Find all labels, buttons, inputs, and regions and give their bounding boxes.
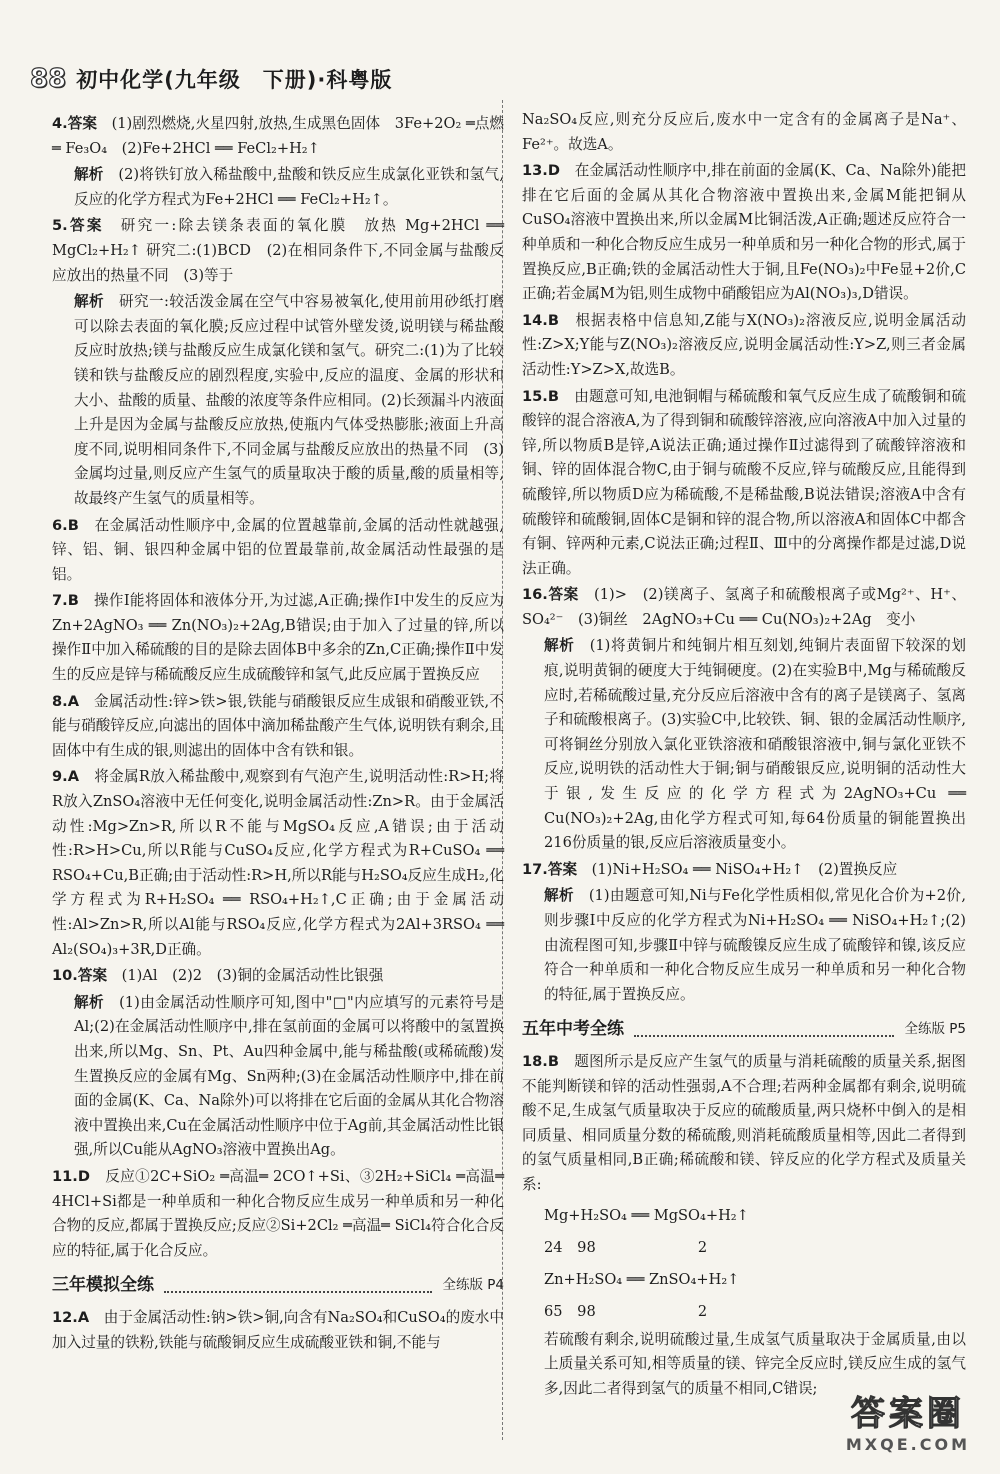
answer-text: 若硫酸有剩余,说明硫酸过量,生成氢气质量取决于金属质量,由以上质量关系可知,相等质量的镁、锌完全反应时,镁反应生成的氢气多,因此二者得到氢气的质量不相同,C错误;	[544, 1330, 966, 1397]
equation-line: 24 98 2	[544, 1238, 708, 1256]
answer-text: 研究一:除去镁条表面的氧化膜 放热 Mg+2HCl ══ MgCl₂+H₂↑ 研究二:(1)BCD (2)在相同条件下,不同金属与盐酸反应放出的热量不同 (3)等于	[52, 217, 504, 284]
question-number: 9.A	[52, 768, 79, 786]
answer-text: (1)将黄铜片和纯铜片相互刻划,纯铜片表面留下较深的划痕,说明黄铜的硬度大于纯铜硬度。(2)在实验B中,Mg与稀硫酸反应时,若稀硫酸过量,充分反应后溶液中含有的离子是镁离子、氢离子和硫酸根离子。(3)实验C中,比较铁、铜、银的金属活动性顺序,可将铜丝分别放入氯化亚铁溶液和硝酸银溶液中,铜与氯化亚铁不反应,说明铁的活动性大于铜;铜与硝酸银反应,说明铜的活动性大于银,发生反应的化学方程式为2AgNO₃+Cu ══ Cu(NO₃)₂+2Ag,由化学方程式可知,每64份质量的铜能置换出216份质量的银,反应后溶液质量变小。	[544, 637, 966, 852]
answer-item	[52, 1165, 504, 1263]
answer-item	[522, 634, 966, 855]
section-three-year	[52, 1273, 504, 1298]
answer-text: 由题意可知,电池铜帽与稀硫酸和氧气反应生成了硫酸铜和硫酸锌的混合溶液A,为了得到铜和硫酸锌溶液,应向溶液A中加入过量的锌,所以物质B是锌,A说法正确;通过操作Ⅱ过滤得到了硫酸锌溶液和铜、锌的固体混合物C,由于铜与硫酸不反应,锌与硫酸反应,且能得到硫酸锌,所以物质D应为稀硫酸,不是稀盐酸,B说法错误;溶液A中含有硫酸锌和硫酸铜,固体C是铜和锌的混合物,所以溶液A和固体C中都含有铜、锌两种元素,C说法正确;过程Ⅱ、Ⅲ中的分离操作都是过滤,D说法正确。	[522, 387, 966, 577]
answer-item	[52, 964, 504, 989]
question-number: 10.答案	[52, 967, 108, 985]
section-version: 全练版 P5	[904, 1021, 966, 1038]
question-number: 解析	[74, 166, 104, 184]
section-title: 三年模拟全练	[52, 1275, 154, 1296]
right-column	[522, 108, 966, 1403]
answer-item	[522, 884, 966, 1007]
answer-text: 研究一:较活泼金属在空气中容易被氧化,使用前用砂纸打磨可以除去表面的氧化膜;反应过程中试管外壁发烫,说明镁与稀盐酸反应时放热;镁与盐酸反应生成氯化镁和氢气。研究二:(1)为了比较镁和铁与盐酸反应的剧烈程度,实验中,反应的温度、金属的形状和大小、盐酸的质量、盐酸的浓度等条件应相同。(2)长颈漏斗内液面上升是因为金属与盐酸反应放热,使瓶内气体受热膨胀;液面上升高度不同,说明相同条件下,不同金属与盐酸反应放出的热量不同 (3)金属均过量,则反应产生氢气的质量取决于酸的质量,酸的质量相等,故最终产生氢气的质量相等。	[74, 293, 504, 507]
question-number: 18.B	[522, 1052, 559, 1070]
answer-item	[522, 385, 966, 582]
question-number: 17.答案	[522, 860, 578, 878]
answer-text: 金属活动性:锌>铁>银,铁能与硝酸银反应生成银和硝酸亚铁,不能与硝酸锌反应,向滤出的固体中滴加稀盐酸产生气体,说明铁有剩余,且固体中有生成的银,则滤出的固体中含有铁和银。	[52, 692, 504, 759]
answer-text: (2)将铁钉放入稀盐酸中,盐酸和铁反应生成氯化亚铁和氢气,反应的化学方程式为Fe+2HCl ══ FeCl₂+H₂↑。	[74, 166, 504, 208]
question-number: 解析	[544, 887, 574, 905]
answer-text: 根据表格中信息知,Z能与X(NO₃)₂溶液反应,说明金属活动性:Z>X;Y能与Z(NO₃)₂溶液反应,说明金属活动性:Y>Z,则三者金属活动性:Y>Z>X,故选B。	[522, 311, 966, 378]
section-five-year	[522, 1017, 966, 1042]
answer-item	[52, 290, 504, 511]
answer-item	[522, 583, 966, 632]
watermark-text: 答案圈	[850, 1394, 965, 1434]
watermark-url: MXQE.COM	[845, 1435, 970, 1454]
answer-item	[52, 514, 504, 588]
page-header	[30, 62, 392, 96]
question-number: 5.答案	[52, 217, 104, 235]
answer-text: (1)> (2)镁离子、氢离子和硫酸根离子或Mg²⁺、H⁺、SO₄²⁻ (3)铜丝 2AgNO₃+Cu ══ Cu(NO₃)₂+2Ag 变小	[522, 586, 966, 628]
question-number: 15.B	[522, 387, 559, 405]
answer-text: 在金属活动性顺序中,金属的位置越靠前,金属的活动性就越强,锌、铝、铜、银四种金属中铝的位置最靠前,故金属活动性最强的是铝。	[52, 516, 504, 583]
question-number: 11.D	[52, 1167, 90, 1185]
answer-text: (1)Ni+H₂SO₄ ══ NiSO₄+H₂↑ (2)置换反应	[591, 860, 898, 878]
question-number: 7.B	[52, 592, 79, 610]
answer-item	[52, 112, 504, 161]
question-number: 解析	[544, 637, 575, 655]
equation-line: Zn+H₂SO₄ ══ ZnSO₄+H₂↑	[544, 1270, 740, 1288]
answer-item	[522, 309, 966, 383]
section-title: 五年中考全练	[522, 1019, 624, 1040]
answer-text: (1)由金属活动性顺序可知,图中"□"内应填写的元素符号是Al;(2)在金属活动性顺序中,排在氢前面的金属可以将酸中的氢置换出来,所以Mg、Sn、Pt、Au四种金属中,能与稀盐酸(或稀硫酸)发生置换反应的金属有Mg、Sn两种;(3)在金属活动性顺序中,排在前面的金属(K、Ca、Na除外)可以将排在它后面的金属从其化合物溶液中置换出来,Cu在金属活动性顺序中位于Ag前,其金属活动性比银强,所以Cu能从AgNO₃溶液中置换出Ag。	[74, 993, 504, 1159]
answer-item	[522, 858, 966, 883]
left-column	[52, 112, 504, 1357]
answer-item	[52, 991, 504, 1163]
answer-item	[52, 1306, 504, 1355]
answer-item	[522, 108, 966, 157]
answer-text: 将金属R放入稀盐酸中,观察到有气泡产生,说明活动性:R>H;将R放入ZnSO₄溶液中无任何变化,说明金属活动性:Zn>R。由于金属活动性:Mg>Zn>R,所以R不能与MgSO₄反应,A错误;由于活动性:R>H>Cu,所以R能与CuSO₄反应,化学方程式为R+CuSO₄ ══ RSO₄+Cu,B正确;由于活动性:R>H,所以R能与H₂SO₄反应生成H₂,化学方程式为R+H₂SO₄ ══ RSO₄+H₂↑,C正确;由于金属活动性:Al>Zn>R,所以Al能与RSO₄反应,化学方程式为2Al+3RSO₄ ══ Al₂(SO₄)₃+3R,D正确。	[52, 768, 504, 958]
question-number: 14.B	[522, 311, 559, 329]
section-version: 全练版 P4	[442, 1277, 504, 1294]
answer-item	[52, 765, 504, 962]
answer-item	[52, 163, 504, 212]
answer-item	[522, 1050, 966, 1198]
answer-text: (1)由题意可知,Ni与Fe化学性质相似,常见化合价为+2价,则步骤Ⅰ中反应的化学方程式为Ni+H₂SO₄ ══ NiSO₄+H₂↑;(2)由流程图可知,步骤Ⅱ中锌与硫酸镍反应生成了硫酸锌和镍,该反应符合一种单质和一种化合物反应生成另一种单质和另一种化合物的特征,属于置换反应。	[544, 887, 966, 1003]
page-number: 88	[30, 64, 67, 94]
book-title: 初中化学(九年级 下册)·科粤版	[76, 68, 393, 92]
answer-text: 由于金属活动性:钠>铁>铜,向含有Na₂SO₄和CuSO₄的废水中加入过量的铁粉,铁能与硫酸铜反应生成硫酸亚铁和铜,不能与	[52, 1308, 504, 1351]
question-number: 12.A	[52, 1308, 90, 1326]
answer-text: 题图所示是反应产生氢气的质量与消耗硫酸的质量关系,据图不能判断镁和锌的活动性强弱,A不合理;若两种金属都有剩余,说明硫酸不足,生成氢气质量取决于反应的硫酸质量,两只烧杯中倒入的是相同质量、相同质量分数的稀硫酸,则消耗硫酸质量相等,因此二者得到的氢气质量相同,B正确;稀硫酸和镁、锌反应的化学方程式及质量关系:	[522, 1052, 966, 1193]
equation-block	[522, 1200, 966, 1328]
answer-text: Na₂SO₄反应,则充分反应后,废水中一定含有的金属离子是Na⁺、Fe²⁺。故选A。	[522, 111, 966, 153]
section-dots	[634, 1023, 894, 1037]
answer-item	[52, 214, 504, 288]
answer-item	[52, 690, 504, 764]
question-number: 4.答案	[52, 115, 97, 132]
answer-item	[522, 159, 966, 307]
question-number: 16.答案	[522, 586, 579, 604]
answer-text: 在金属活动性顺序中,排在前面的金属(K、Ca、Na除外)能把排在它后面的金属从其化合物溶液中置换出来,金属M能把铜从CuSO₄溶液中置换出来,所以金属M比铜活泼,A正确;题述反应符合一种单质和一种化合物反应生成另一种单质和另一种化合物的形式,属于置换反应,B正确;铁的金属活动性大于铜,且Fe(NO₃)₂中Fe显+2价,C正确;若金属M为铝,则生成物中硝酸铝应为Al(NO₃)₃,D错误。	[522, 162, 966, 303]
answer-text: (1)Al (2)2 (3)铜的金属活动性比银强	[121, 967, 384, 985]
watermark-logo	[846, 1386, 970, 1454]
question-number: 解析	[74, 293, 105, 311]
equation-line: 65 98 2	[544, 1302, 708, 1320]
answer-text: (1)剧烈燃烧,火星四射,放热,生成黑色固体 3Fe+2O₂ ═点燃═ Fe₃O₄ (2)Fe+2HCl ══ FeCl₂+H₂↑	[52, 115, 504, 157]
section-dots	[164, 1279, 432, 1293]
answer-item	[52, 589, 504, 687]
question-number: 6.B	[52, 516, 79, 534]
question-number: 解析	[74, 993, 105, 1011]
answer-text: 反应①2C+SiO₂ ═高温═ 2CO↑+Si、③2H₂+SiCl₄ ═高温═ 4HCl+Si都是一种单质和一种化合物反应生成另一种单质和另一种化合物的反应,都属于置换反应;反应②Si+2Cl₂ ═高温═ SiCl₄符合化合反应的特征,属于化合反应。	[52, 1167, 504, 1259]
equation-line: Mg+H₂SO₄ ══ MgSO₄+H₂↑	[544, 1206, 749, 1224]
answer-text: 操作Ⅰ能将固体和液体分开,为过滤,A正确;操作Ⅰ中发生的反应为Zn+2AgNO₃ ══ Zn(NO₃)₂+2Ag,B错误;由于加入了过量的锌,所以操作Ⅱ中加入稀硫酸的目的是除去固体B中多余的Zn,C正确;操作Ⅱ中发生的反应是锌与稀硫酸反应生成硫酸锌和氢气,此反应属于置换反应	[52, 592, 504, 684]
question-number: 8.A	[52, 692, 79, 710]
question-number: 13.D	[522, 162, 560, 180]
